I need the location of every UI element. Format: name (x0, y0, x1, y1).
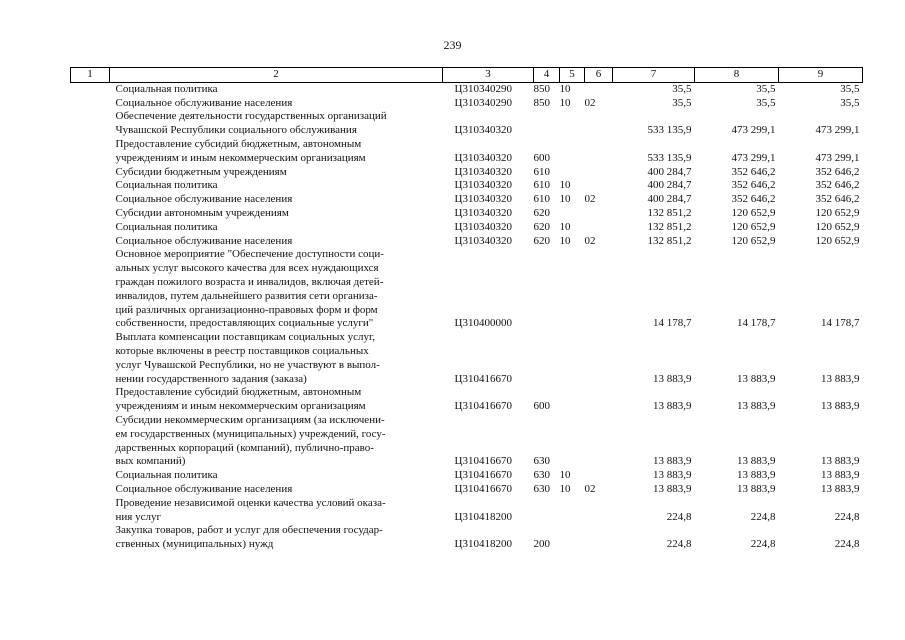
subsection-cell (585, 414, 613, 469)
section-cell (560, 248, 585, 331)
item-name-cell: Социальное обслуживание населения (115, 96, 293, 109)
section-cell (560, 110, 585, 138)
amount-col-9-cell: 35,5 (840, 82, 860, 95)
subsection-cell (585, 331, 613, 386)
target-code-cell: Ц310416670 (454, 372, 512, 385)
amount-col-7-cell: 13 883,9 (653, 400, 692, 413)
target-code-cell: Ц310416670 (454, 469, 512, 482)
amount-col-7-cell: 13 883,9 (653, 455, 692, 468)
header-col-5: 5 (560, 68, 585, 83)
row-number-cell (71, 179, 110, 193)
amount-col-9-cell: 120 652,9 (815, 220, 860, 233)
row-number-cell (71, 386, 110, 414)
amount-col-9-cell: 13 883,9 (821, 372, 860, 385)
item-name-cell: Проведение независимой оценки качества условий оказа- ния услуг (115, 496, 386, 523)
table-row (71, 386, 863, 414)
header-col-2: 2 (110, 68, 443, 83)
target-code-cell: Ц310340290 (454, 82, 512, 95)
row-number-cell (71, 235, 110, 249)
subsection-cell (585, 179, 613, 193)
target-code-cell: Ц310340320 (454, 179, 512, 192)
subsection-cell (585, 524, 613, 552)
table-row (71, 138, 863, 166)
table-row (71, 248, 863, 331)
target-code-cell: Ц310340320 (454, 151, 512, 164)
amount-col-7-cell: 533 135,9 (647, 151, 692, 164)
amount-col-8-cell: 120 652,9 (731, 234, 776, 247)
amount-col-9-cell: 120 652,9 (815, 206, 860, 219)
subsection-cell: 02 (584, 482, 596, 495)
row-number-cell (71, 193, 110, 207)
amount-col-7-cell: 224,8 (666, 510, 692, 523)
target-code-cell: Ц310416670 (454, 455, 512, 468)
subsection-cell (585, 82, 613, 96)
section-cell: 10 (559, 179, 571, 192)
section-cell: 10 (559, 220, 571, 233)
expense-type-cell: 630 (533, 455, 550, 468)
target-code-cell: Ц310416670 (454, 482, 512, 495)
header-col-1: 1 (71, 68, 110, 83)
amount-col-8-cell: 35,5 (756, 82, 776, 95)
amount-col-9-cell: 13 883,9 (821, 455, 860, 468)
amount-col-8-cell: 13 883,9 (737, 482, 776, 495)
amount-col-8-cell: 473 299,1 (731, 124, 776, 137)
subsection-cell (585, 221, 613, 235)
target-code-cell: Ц310340320 (454, 193, 512, 206)
subsection-cell (585, 166, 613, 180)
section-cell (560, 414, 585, 469)
row-number-cell (71, 166, 110, 180)
amount-col-8-cell: 473 299,1 (731, 151, 776, 164)
expense-type-cell: 630 (533, 469, 550, 482)
subsection-cell (585, 110, 613, 138)
target-code-cell: Ц310340290 (454, 96, 512, 109)
amount-col-8-cell: 224,8 (750, 510, 776, 523)
amount-col-9-cell: 352 646,2 (815, 179, 860, 192)
expense-type-cell: 610 (533, 165, 550, 178)
target-code-cell: Ц310340320 (454, 206, 512, 219)
row-number-cell (71, 497, 110, 525)
subsection-cell (585, 386, 613, 414)
amount-col-9-cell: 473 299,1 (815, 151, 860, 164)
item-name-cell: Субсидии некоммерческим организациям (за исключени- ем государственных (муниципальных) учреждений, госу- дарственных корпораций (компаний), публично-право- вых компаний) (115, 413, 386, 468)
amount-col-9-cell: 13 883,9 (821, 400, 860, 413)
row-number-cell (71, 221, 110, 235)
amount-col-8-cell: 13 883,9 (737, 455, 776, 468)
row-number-cell (71, 524, 110, 552)
table-row (71, 97, 863, 111)
row-number-cell (71, 207, 110, 221)
table-row (71, 235, 863, 249)
item-name-cell: Субсидии бюджетным учреждениям (115, 165, 287, 178)
amount-col-9-cell: 14 178,7 (821, 317, 860, 330)
item-name-cell: Обеспечение деятельности государственных организаций Чувашской Республики социального обслуживания (115, 110, 387, 137)
expense-type-cell: 610 (533, 193, 550, 206)
section-cell (560, 386, 585, 414)
expense-type-cell (534, 331, 560, 386)
item-name-cell: Социальное обслуживание населения (115, 193, 293, 206)
expense-type-cell: 850 (533, 82, 550, 95)
amount-col-9-cell: 13 883,9 (821, 469, 860, 482)
amount-col-8-cell: 224,8 (750, 538, 776, 551)
table-row (71, 207, 863, 221)
expense-type-cell: 850 (533, 96, 550, 109)
amount-col-8-cell: 14 178,7 (737, 317, 776, 330)
amount-col-8-cell: 13 883,9 (737, 400, 776, 413)
item-name-cell: Социальная политика (115, 179, 218, 192)
expense-type-cell (534, 110, 560, 138)
amount-col-7-cell: 13 883,9 (653, 482, 692, 495)
amount-col-7-cell: 400 284,7 (647, 179, 692, 192)
header-col-8: 8 (695, 68, 779, 83)
item-name-cell: Основное мероприятие "Обеспечение доступности соци- альных услуг высокого качества для всех нуждающихся граждан пожилого возраста и инвалидов, включая детей- инвалидов, путем дальнейшего развития сети организа- ций различных организационно-правовых форм и форм собственности, предоставляющих социальные услуги" (115, 248, 384, 330)
section-cell (560, 497, 585, 525)
header-row (71, 68, 863, 83)
target-code-cell: Ц310340320 (454, 124, 512, 137)
amount-col-7-cell: 13 883,9 (653, 372, 692, 385)
target-code-cell: Ц310400000 (454, 317, 512, 330)
amount-col-8-cell: 120 652,9 (731, 206, 776, 219)
amount-col-7-cell: 132 851,2 (647, 220, 692, 233)
item-name-cell: Социальная политика (115, 220, 218, 233)
expense-type-cell: 200 (533, 538, 550, 551)
amount-col-9-cell: 13 883,9 (821, 482, 860, 495)
section-cell (560, 138, 585, 166)
item-name-cell: Субсидии автономным учреждениям (115, 206, 289, 219)
table-row (71, 414, 863, 469)
section-cell (560, 331, 585, 386)
amount-col-7-cell: 533 135,9 (647, 124, 692, 137)
subsection-cell: 02 (584, 96, 596, 109)
section-cell (560, 524, 585, 552)
subsection-cell (585, 469, 613, 483)
table-body (71, 82, 863, 552)
row-number-cell (71, 82, 110, 96)
row-number-cell (71, 97, 110, 111)
section-cell: 10 (559, 96, 571, 109)
page-number: 239 (443, 38, 462, 52)
item-name-cell: Предоставление субсидий бюджетным, автономным учреждениям и иным некоммерческим организациям (115, 137, 366, 164)
item-name-cell: Социальное обслуживание населения (115, 234, 293, 247)
table-row (71, 331, 863, 386)
amount-col-8-cell: 13 883,9 (737, 469, 776, 482)
table-header (71, 68, 863, 83)
item-name-cell: Социальная политика (115, 469, 218, 482)
amount-col-7-cell: 400 284,7 (647, 193, 692, 206)
header-col-3: 3 (443, 68, 534, 83)
expense-type-cell: 630 (533, 482, 550, 495)
amount-col-7-cell: 14 178,7 (653, 317, 692, 330)
section-cell: 10 (559, 482, 571, 495)
row-number-cell (71, 248, 110, 331)
row-number-cell (71, 469, 110, 483)
amount-col-7-cell: 35,5 (672, 96, 692, 109)
table-row (71, 110, 863, 138)
row-number-cell (71, 138, 110, 166)
header-col-7: 7 (613, 68, 695, 83)
row-number-cell (71, 483, 110, 497)
expense-type-cell: 600 (533, 400, 550, 413)
section-cell: 10 (559, 234, 571, 247)
amount-col-7-cell: 132 851,2 (647, 234, 692, 247)
subsection-cell (585, 497, 613, 525)
header-col-6: 6 (585, 68, 613, 83)
header-col-9: 9 (779, 68, 863, 83)
expense-type-cell: 610 (533, 179, 550, 192)
expense-type-cell (534, 248, 560, 331)
section-cell: 10 (559, 469, 571, 482)
section-cell (560, 166, 585, 180)
table-row (71, 82, 863, 96)
item-name-cell: Социальная политика (115, 82, 218, 95)
target-code-cell: Ц310340320 (454, 165, 512, 178)
row-number-cell (71, 414, 110, 469)
subsection-cell (585, 207, 613, 221)
table-row (71, 497, 863, 525)
subsection-cell (585, 248, 613, 331)
target-code-cell: Ц310416670 (454, 400, 512, 413)
amount-col-7-cell: 13 883,9 (653, 469, 692, 482)
amount-col-8-cell: 13 883,9 (737, 372, 776, 385)
expense-type-cell (534, 497, 560, 525)
amount-col-7-cell: 35,5 (672, 82, 692, 95)
amount-col-9-cell: 224,8 (834, 538, 860, 551)
item-name-cell: Закупка товаров, работ и услуг для обеспечения государ- ственных (муниципальных) нужд (115, 524, 383, 551)
table-row (71, 179, 863, 193)
table-row (71, 469, 863, 483)
amount-col-9-cell: 120 652,9 (815, 234, 860, 247)
amount-col-7-cell: 224,8 (666, 538, 692, 551)
amount-col-8-cell: 120 652,9 (731, 220, 776, 233)
amount-col-8-cell: 352 646,2 (731, 193, 776, 206)
amount-col-9-cell: 35,5 (840, 96, 860, 109)
item-name-cell: Социальное обслуживание населения (115, 482, 293, 495)
section-cell: 10 (559, 193, 571, 206)
table-row (71, 193, 863, 207)
item-name-cell: Выплата компенсации поставщикам социальных услуг, которые включены в реестр поставщиков социальных услуг Чувашской Республики, но не участвуют в выпол- нении государственного задания (заказа) (115, 331, 380, 385)
amount-col-9-cell: 224,8 (834, 510, 860, 523)
table-row (71, 524, 863, 552)
table-row (71, 221, 863, 235)
amount-col-8-cell: 352 646,2 (731, 165, 776, 178)
expense-type-cell: 620 (533, 220, 550, 233)
target-code-cell: Ц310418200 (454, 510, 512, 523)
expense-type-cell: 600 (533, 151, 550, 164)
amount-col-8-cell: 35,5 (756, 96, 776, 109)
item-name-cell: Предоставление субсидий бюджетным, автономным учреждениям и иным некоммерческим организациям (115, 386, 366, 413)
amount-col-7-cell: 132 851,2 (647, 206, 692, 219)
expense-type-cell: 620 (533, 206, 550, 219)
amount-col-9-cell: 352 646,2 (815, 193, 860, 206)
budget-table (70, 67, 863, 552)
subsection-cell: 02 (584, 193, 596, 206)
amount-col-9-cell: 352 646,2 (815, 165, 860, 178)
amount-col-7-cell: 400 284,7 (647, 165, 692, 178)
section-cell: 10 (559, 82, 571, 95)
amount-col-8-cell: 352 646,2 (731, 179, 776, 192)
header-col-4: 4 (534, 68, 560, 83)
table-row (71, 166, 863, 180)
row-number-cell (71, 110, 110, 138)
subsection-cell (585, 138, 613, 166)
target-code-cell: Ц310340320 (454, 234, 512, 247)
row-number-cell (71, 331, 110, 386)
expense-type-cell: 620 (533, 234, 550, 247)
target-code-cell: Ц310418200 (454, 538, 512, 551)
amount-col-9-cell: 473 299,1 (815, 124, 860, 137)
target-code-cell: Ц310340320 (454, 220, 512, 233)
section-cell (560, 207, 585, 221)
table-row (71, 483, 863, 497)
subsection-cell: 02 (584, 234, 596, 247)
